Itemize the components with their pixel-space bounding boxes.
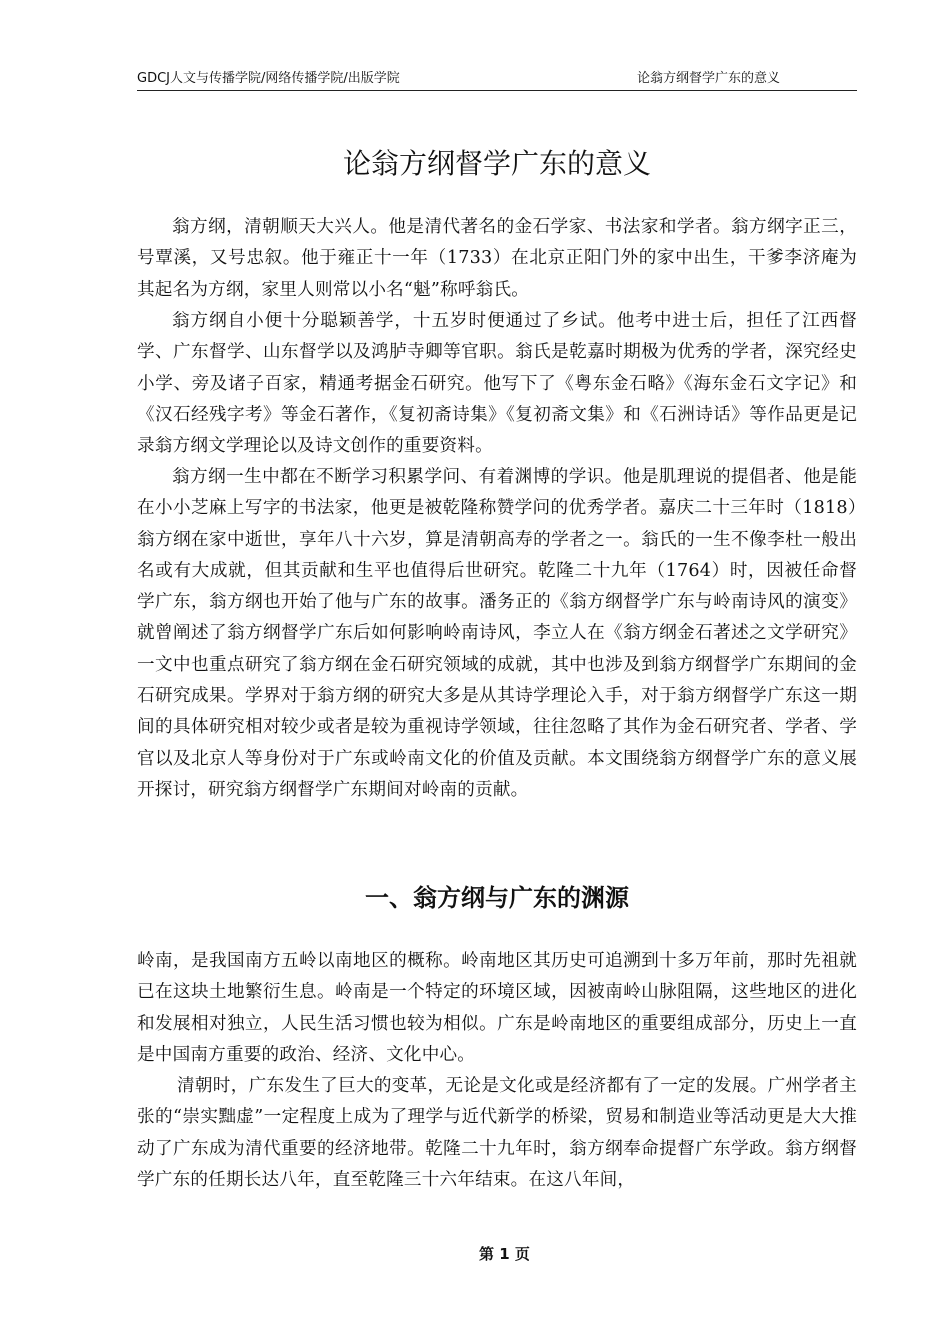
page-header [137, 70, 857, 91]
intro-paragraph-2: 翁方纲自小便十分聪颖善学，十五岁时便通过了乡试。他考中进士后，担任了江西督学、广东督学、山东督学以及鸿胪寺卿等官职。翁氏是乾嘉时期极为优秀的学者，深究经史小学、旁及诸子百家，精通考据金石研究。他写下了《粤东金石略》《海东金石文字记》和《汉石经残字考》等金石著作，《复初斋诗集》《复初斋文集》和《石洲诗话》等作品更是记录翁方纲文学理论以及诗文创作的重要资料。 [137, 311, 857, 457]
section-heading-1: 一、翁方纲与广东的渊源 [365, 884, 629, 912]
section-paragraph-2: 清朝时，广东发生了巨大的变革，无论是文化或是经济都有了一定的发展。广州学者主张的“崇实黜虚”一定程度上成为了理学与近代新学的桥梁，贸易和制造业等活动更是大大推动了广东成为清代重要的经济地带。乾隆二十九年时，翁方纲奉命提督广东学政。翁方纲督学广东的任期长达八年，直至乾隆三十六年结束。在这八年间， [137, 1076, 857, 1190]
header-institution: GDCJ人文与传播学院/网络传播学院/出版学院 [137, 71, 400, 86]
intro-paragraph-1: 翁方纲，清朝顺天大兴人。他是清代著名的金石学家、书法家和学者。翁方纲字正三，号覃溪，又号忠叙。他于雍正十一年（1733）在北京正阳门外的家中出生，干爹李济庵为其起名为方纲，家里人则常以小名“魁”称呼翁氏。 [137, 217, 857, 300]
intro-paragraph-3: 翁方纲一生中都在不断学习积累学问、有着渊博的学识。他是肌理说的提倡者、他是能在小小芝麻上写字的书法家，他更是被乾隆称赞学问的优秀学者。嘉庆二十三年时（1818）翁方纲在家中逝世，享年八十六岁，算是清朝高寿的学者之一。翁氏的一生不像李杜一般出名或有大成就，但其贡献和生平也值得后世研究。乾隆二十九年（1764）时，因被任命督学广东，翁方纲也开始了他与广东的故事。潘务正的《翁方纲督学广东与岭南诗风的演变》就曾阐述了翁方纲督学广东后如何影响岭南诗风，李立人在《翁方纲金石著述之文学研究》一文中也重点研究了翁方纲在金石研究领域的成就，其中也涉及到翁方纲督学广东期间的金石研究成果。学界对于翁方纲的研究大多是从其诗学理论入手，对于翁方纲督学广东这一期间的具体研究相对较少或者是较为重视诗学领域，往往忽略了其作为金石研究者、学者、学官以及北京人等身份对于广东或岭南文化的价值及贡献。本文围绕翁方纲督学广东的意义展开探讨，研究翁方纲督学广东期间对岭南的贡献。 [137, 467, 857, 800]
page-title: 论翁方纲督学广东的意义 [342, 147, 651, 180]
page-number: 第 1 页 [479, 1245, 530, 1263]
header-running-title: 论翁方纲督学广东的意义 [637, 71, 781, 86]
section-paragraph-1: 岭南，是我国南方五岭以南地区的概称。岭南地区其历史可追溯到十多万年前，那时先祖就已在这块土地繁衍生息。岭南是一个特定的环境区域，因被南岭山脉阻隔，这些地区的进化和发展相对独立，人民生活习惯也较为相似。广东是岭南地区的重要组成部分，历史上一直是中国南方重要的政治、经济、文化中心。 [137, 951, 857, 1065]
